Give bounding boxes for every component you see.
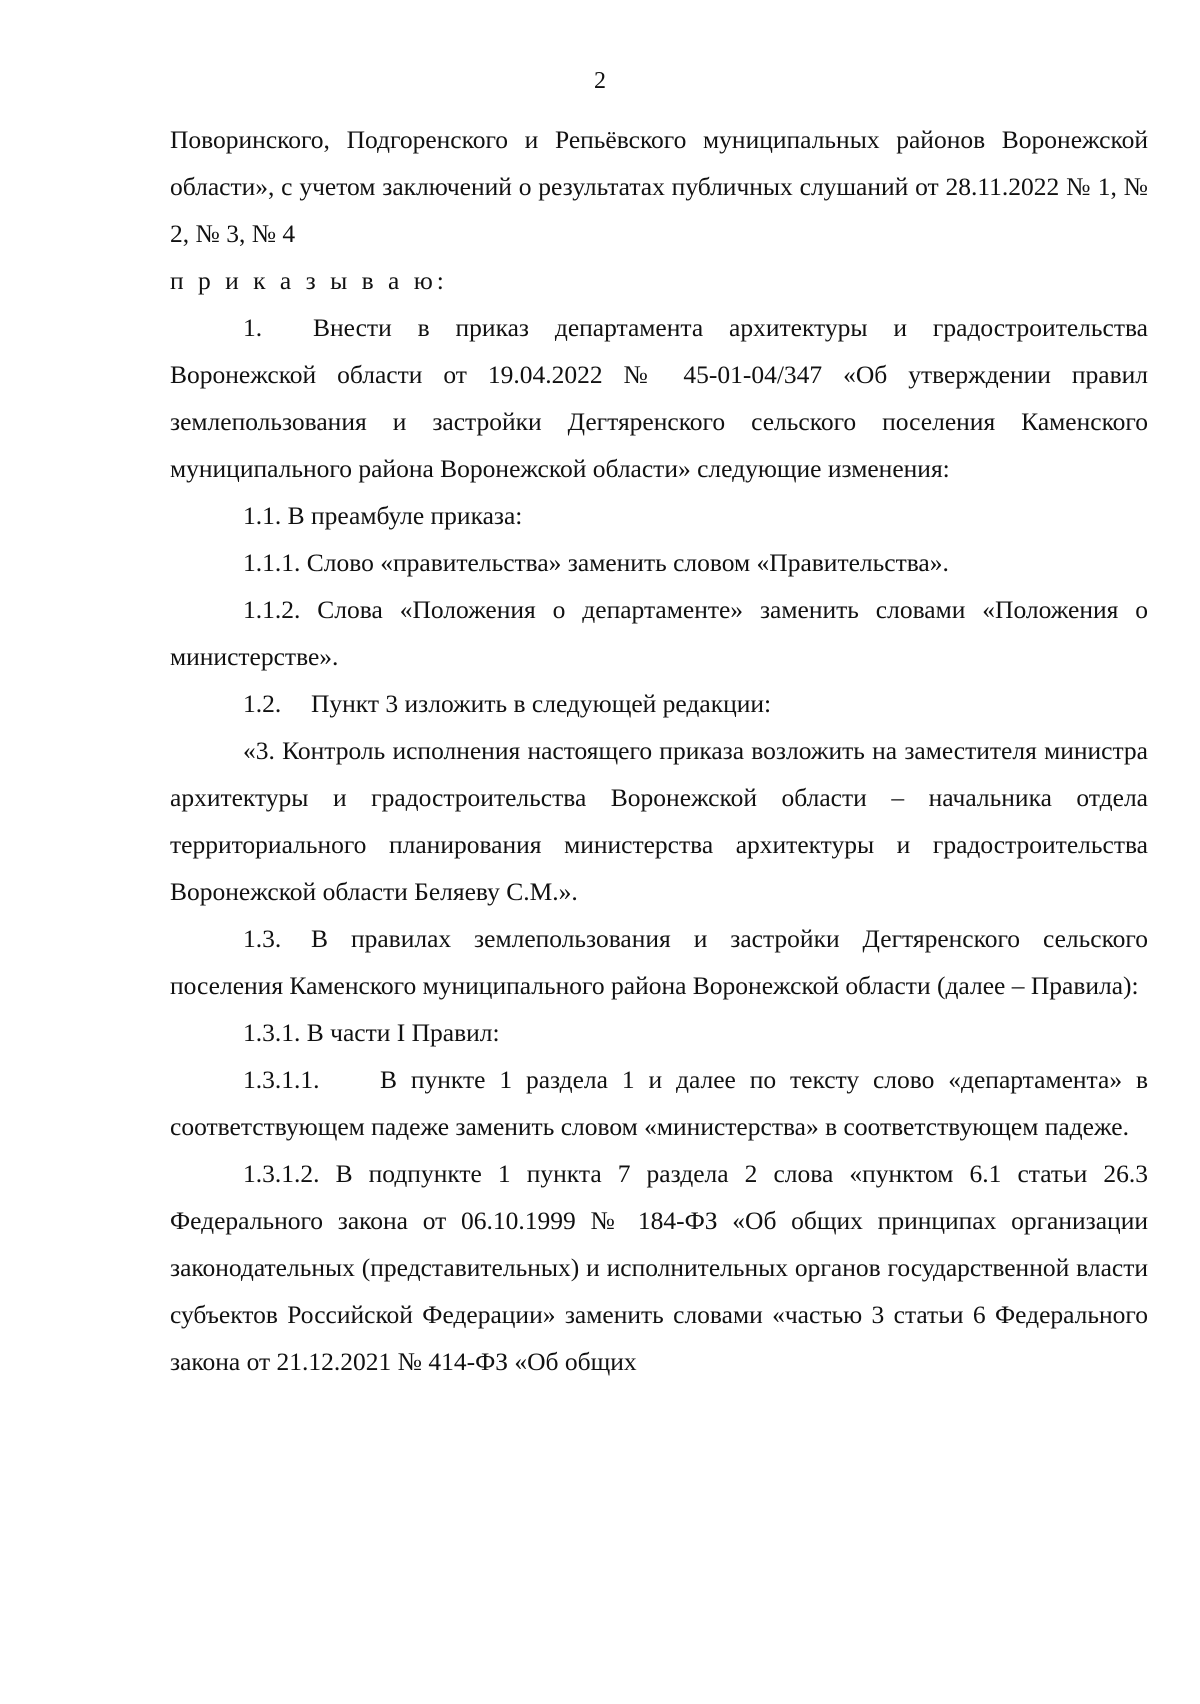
paragraph-item-1 [170,304,1148,492]
paragraph-item-1-1: 1.1. В преамбуле приказа: [243,501,523,530]
item-text: Пункт 3 изложить в следующей редакции: [311,689,772,718]
paragraph-item-1-3-1: 1.3.1. В части I Правил: [243,1018,500,1047]
item-text: В пункте 1 раздела 1 и далее по тексту слово «департамента» в соответствующем падеже заменить словом «министерства» в соответствующем падеже. [170,1065,1148,1141]
paragraph-item-1-3 [170,915,1148,1009]
paragraph-preamble: Поворинского, Подгоренского и Репьёвского муниципальных районов Воронежской области», с учетом заключений о результатах публичных слушаний от 28.11.2022 № 1, № 2, № 3, № 4 [170,125,1148,248]
paragraph-item-1-1-1: 1.1.1. Слово «правительства» заменить словом «Правительства». [243,548,949,577]
paragraph-item-1-1-2: 1.1.2. Слова «Положения о департаменте» заменить словами «Положения о министерстве». [170,595,1148,671]
paragraph-item-1-2 [170,680,1148,727]
item-number: 1.3. [243,924,282,953]
page-number: 2 [594,68,606,94]
paragraph-quote-item-3: «3. Контроль исполнения настоящего приказа возложить на заместителя министра архитектуры и градостроительства Воронежской области – начальника отдела территориального планирования министерства архитектуры и градостроительства Воронежской области Беляеву С.М.». [170,736,1148,906]
item-number: 1. [243,313,263,342]
paragraph-item-1-3-1-2: 1.3.1.2. В подпункте 1 пункта 7 раздела 2 слова «пунктом 6.1 статьи 26.3 Федерального закона от 06.10.1999 № 184-ФЗ «Об общих принципах организации законодательных (представительных) и исполнительных органов государственной власти субъектов Российской Федерации» заменить словами «частью 3 статьи 6 Федерального закона от 21.12.2021 № 414-ФЗ «Об общих [170,1159,1148,1376]
item-text: Внести в приказ департамента архитектуры и градостроительства Воронежской области от 19.04.2022 № 45-01-04/347 «Об утверждении правил землепользования и застройки Дегтяренского сельского поселения Каменского муниципального района Воронежской области» следующие изменения: [170,313,1148,483]
item-number: 1.3.1.1. [243,1065,320,1094]
item-text: В правилах землепользования и застройки Дегтяренского сельского поселения Каменского муниципального района Воронежской области (далее – Правила): [170,924,1148,1000]
paragraph-order-word: п р и к а з ы в а ю: [170,266,448,295]
paragraph-item-1-3-1-1 [170,1056,1148,1150]
item-number: 1.2. [243,689,282,718]
document-body [170,116,1148,1385]
